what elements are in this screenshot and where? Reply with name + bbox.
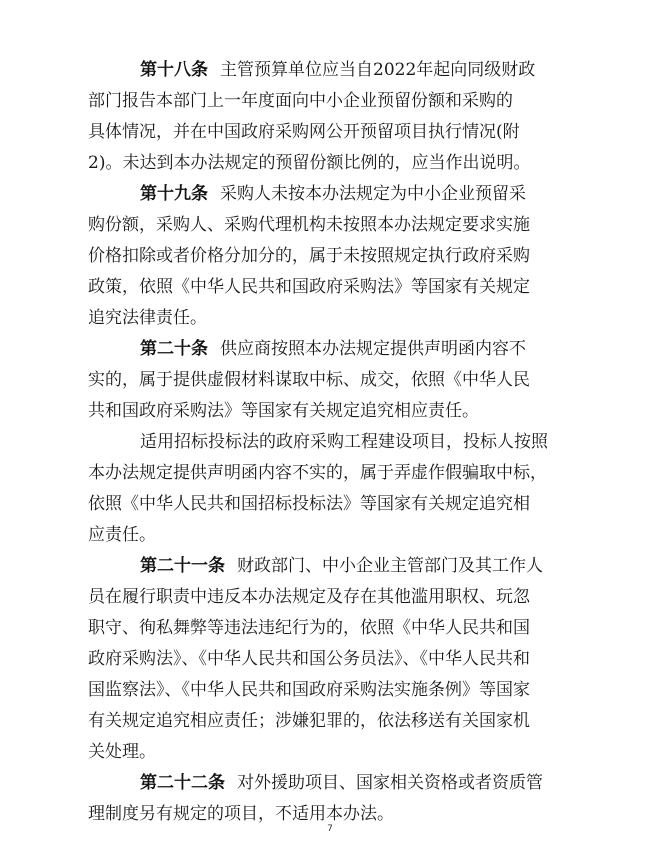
article-21-line-6: 有关规定追究相应责任；涉嫌犯罪的，依法移送有关国家机 — [88, 711, 530, 731]
article-19-line-1 — [140, 183, 526, 205]
article-21-line-2: 员在履行职责中违反本办法规定及存在其他滥用职权、玩忽 — [88, 587, 530, 607]
article-18-heading: 第十八条 — [140, 60, 208, 80]
article-21-line-4: 政府采购法》、《中华人民共和国公务员法》、《中华人民共和 — [88, 649, 530, 669]
article-18-text-1: 主管预算单位应当自2022年起向同级财政 — [220, 60, 536, 80]
article-18-line-2: 部门报告本部门上一年度面向中小企业预留份额和采购的 — [88, 91, 513, 111]
article-21-heading: 第二十一条 — [140, 556, 225, 576]
bidding-paragraph-line-3: 依照《中华人民共和国招标投标法》等国家有关规定追究相 — [88, 494, 530, 514]
article-21-line-1 — [140, 555, 543, 577]
article-19-text-1: 采购人未按本办法规定为中小企业预留采 — [220, 184, 526, 204]
article-19-line-4: 政策，依照《中华人民共和国政府采购法》等国家有关规定 — [88, 277, 530, 297]
article-22-line-2: 理制度另有规定的项目，不适用本办法。 — [88, 804, 394, 824]
bidding-paragraph-line-2: 本办法规定提供声明函内容不实的，属于弄虚作假骗取中标， — [88, 463, 547, 483]
bidding-paragraph-line-1: 适用招标投标法的政府采购工程建设项目，投标人按照 — [140, 432, 548, 452]
article-19-line-3: 价格扣除或者价格分加分的，属于未按照规定执行政府采购 — [88, 246, 530, 266]
article-22-text-1: 对外援助项目、国家相关资格或者资质管 — [237, 773, 543, 793]
article-22-heading: 第二十二条 — [140, 773, 225, 793]
page-number: 7 — [327, 824, 333, 834]
article-20-text-1: 供应商按照本办法规定提供声明函内容不 — [220, 339, 526, 359]
article-20-line-1 — [140, 338, 526, 360]
article-19-line-5: 追究法律责任。 — [88, 308, 207, 328]
article-21-text-1: 财政部门、中小企业主管部门及其工作人 — [237, 556, 543, 576]
article-19-heading: 第十九条 — [140, 184, 208, 204]
article-20-line-3: 共和国政府采购法》等国家有关规定追究相应责任。 — [88, 401, 479, 421]
article-18-line-4: 2)。未达到本办法规定的预留份额比例的，应当作出说明。 — [88, 153, 531, 173]
article-21-line-5: 国监察法》、《中华人民共和国政府采购法实施条例》等国家 — [88, 680, 530, 700]
article-18-line-1 — [140, 59, 535, 81]
article-19-line-2: 购份额，采购人、采购代理机构未按照本办法规定要求实施 — [88, 215, 530, 235]
article-21-line-3: 职守、徇私舞弊等违法违纪行为的，依照《中华人民共和国 — [88, 618, 530, 638]
article-21-line-7: 关处理。 — [88, 742, 156, 762]
article-22-line-1 — [140, 772, 543, 794]
bidding-paragraph-line-4: 应责任。 — [88, 525, 156, 545]
article-20-line-2: 实的，属于提供虚假材料谋取中标、成交，依照《中华人民 — [88, 370, 530, 390]
article-20-heading: 第二十条 — [140, 339, 208, 359]
article-18-line-3: 具体情况，并在中国政府采购网公开预留项目执行情况(附 — [88, 122, 520, 142]
